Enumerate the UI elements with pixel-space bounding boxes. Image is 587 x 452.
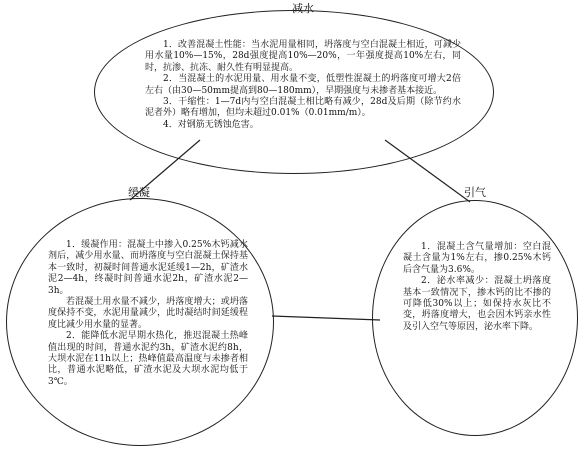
left-para-2: 若混凝土用水量不减少，坍落度增大；或坍落度保持不变，水泥用量减少，此时凝结时间延缓程度比减少用水量的显著。 <box>48 297 248 330</box>
node-top-text <box>145 40 461 131</box>
top-para-3: 3．干缩性：1—7d内与空白混凝土相比略有减少，28d及后期（除节约水泥者外）略有增加，但均未超过0.01%（0.01mm/m）。 <box>145 97 461 119</box>
node-left-text <box>48 240 248 388</box>
top-para-2: 2．当混凝土的水泥用量、用水量不变，低塑性混凝土的坍落度可增大2倍左右（由30—50mm提高到80—180mm），早期强度与未掺者基本接近。 <box>145 74 461 96</box>
right-para-2: 2．泌水率减少：混凝土坍落度基本一致情况下，掺木钙的比不掺的可降低30%以上；如保持水灰比不变，坍落度增大，也会因木钙亲水性及引入空气等原因，泌水率下降。 <box>403 276 551 332</box>
top-para-1: 1．改善混凝土性能：当水泥用量相同，坍落度与空白混凝土相近，可减少用水量10%—15%，28d强度提高10%—20%，一年强度提高10%左右，同时，抗渗、抗冻、耐久性有明显提高。 <box>145 40 461 73</box>
label-right: 引气 <box>464 186 486 199</box>
label-top: 减水 <box>292 2 314 15</box>
right-para-1: 1．混凝土含气量增加：空白混凝土含量为1%左右，掺0.25%木钙后含气量为3.6%。 <box>403 242 551 275</box>
left-para-1: 1．缓凝作用：混凝土中掺入0.25%木钙减水剂后，减少用水量、而坍落度与空白混凝土保持基本一致时，初凝时间普通水泥延缓1—2h，矿渣水泥2—4h，终凝时间普通水泥2h，矿渣水泥2—3h。 <box>48 240 248 296</box>
top-para-4: 4．对钢筋无锈蚀危害。 <box>163 119 259 130</box>
node-right-text <box>403 242 551 333</box>
label-left: 缓凝 <box>128 186 150 199</box>
connector-left-right <box>272 316 380 320</box>
left-para-3: 2．能降低水泥早期水热化，推迟混凝土热峰值出现的时间，普通水泥约3h，矿渣水泥约8h，大坝水泥在11h以上；热峰值最高温度与未掺者相比，普通水泥略低，矿渣水泥及大坝水泥均低于3℃。 <box>48 331 248 387</box>
